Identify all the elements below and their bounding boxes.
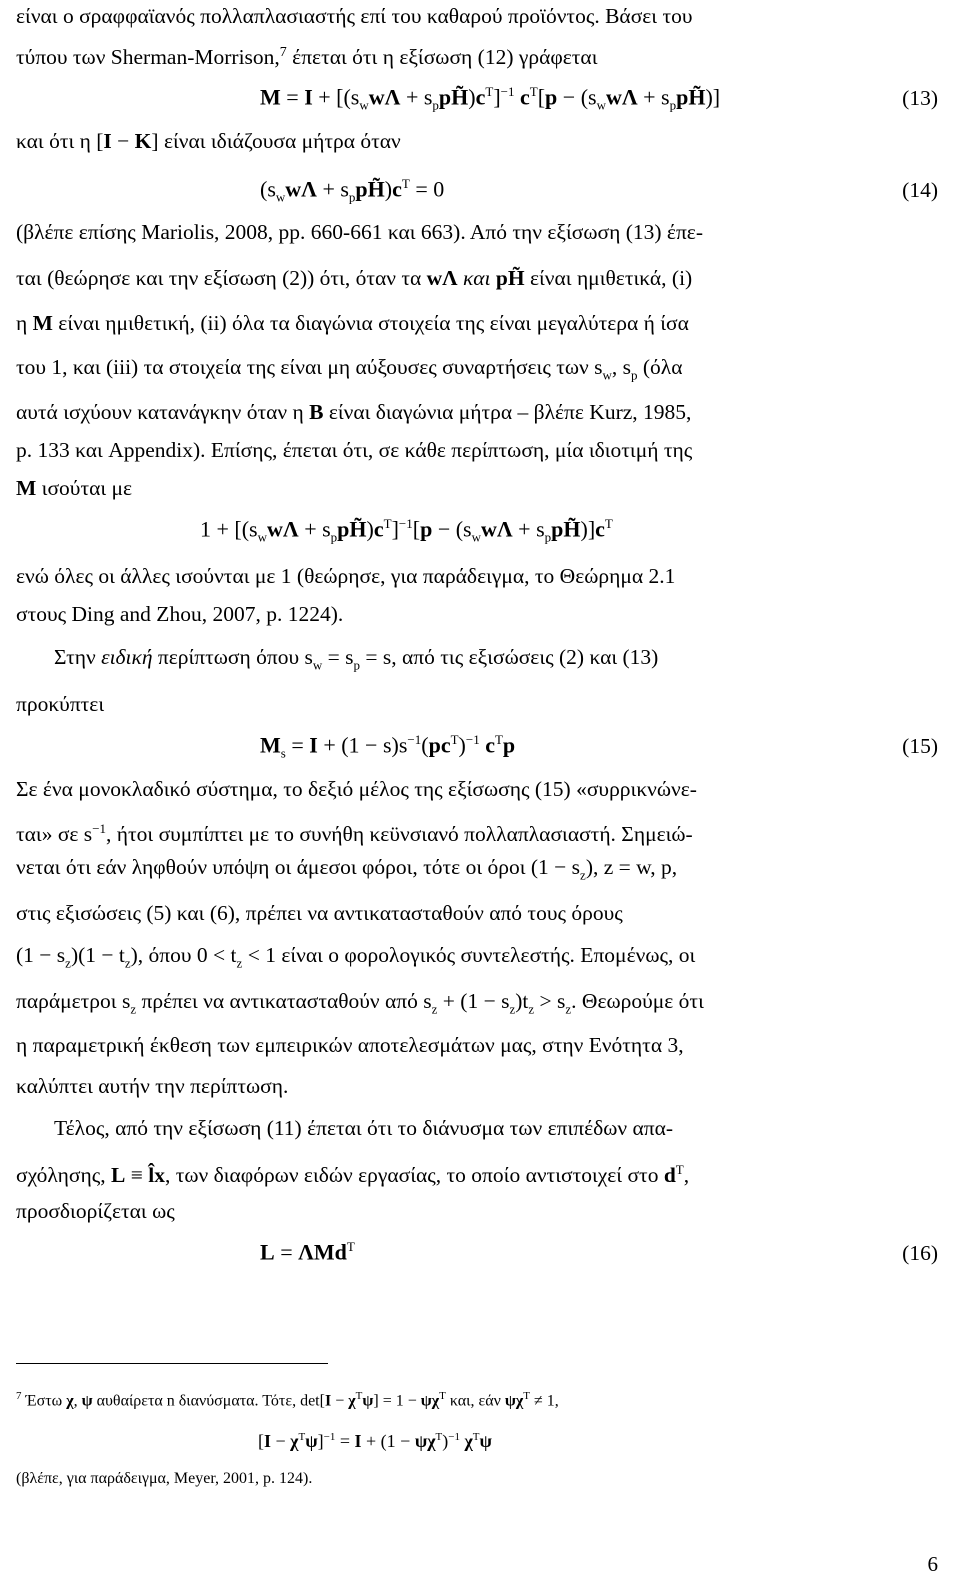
text-line: του 1, και (iii) τα στοιχεία της είναι μη αύξουσες συναρτήσεις των $s_w$, $s_p$ (όλα (16, 355, 683, 383)
text-line: προσδιορίζεται ως (16, 1199, 175, 1223)
footnote-line-3: (βλέπε, για παράδειγμα, Meyer, 2001, p. 124). (16, 1470, 313, 1487)
footnote-equation: $[I - \chi^T\psi]^{-1} = I + (1 - \psi\chi^T)^{-1}$ $\chi^T\psi$ (258, 1431, 492, 1451)
equation-15: $M_s = I + (1 - s)s^{-1}(pc^T)^{-1}$ $c^Tp$ (260, 732, 516, 761)
text-line: η παραμετρική έκθεση των εμπειρικών αποτελεσμάτων μας, στην Ενότητα 3, (16, 1033, 684, 1057)
footnote-rule (16, 1363, 328, 1364)
text-line: $(1 - s_z)(1 - t_z)$, όπου $0 < t_z < 1$ είναι ο φορολογικός συντελεστής. Επομένως, οι (16, 943, 696, 971)
text-line: (βλέπε επίσης Mariolis, 2008, pp. 660-661 και 663). Από την εξίσωση (13) έπε- (16, 220, 703, 244)
equation-number-13: (13) (902, 86, 938, 110)
text-line: ται» σε $s^{-1}$, ήτοι συμπίπτει με το συνήθη κεϋνσιανό πολλαπλασιαστή. Σημειώ- (16, 821, 693, 847)
text-line: νεται ότι εάν ληφθούν υπόψη οι άμεσοι φόροι, τότε οι όροι $(1 - s_z)$, z = w, p, (16, 855, 678, 883)
text-line: στις εξισώσεις (5) και (6), πρέπει να αντικατασταθούν από τους όρους (16, 901, 623, 925)
text-line: ενώ όλες οι άλλες ισούνται με 1 (θεώρησε, για παράδειγμα, το Θεώρημα 2.1 (16, 564, 676, 588)
text-line: η M είναι ημιθετική, (ii) όλα τα διαγώνια στοιχεία της είναι μεγαλύτερα ή ίσα (16, 311, 689, 335)
text-line: καλύπτει αυτήν την περίπτωση. (16, 1074, 289, 1098)
text-line: ται (θεώρησε και την εξίσωση (2)) ότι, όταν τα wΛ και pH̃ είναι ημιθετικά, (i) (16, 266, 693, 290)
text-line: αυτά ισχύουν κατανάγκην όταν η B είναι διαγώνια μήτρα – βλέπε Kurz, 1985, (16, 400, 692, 424)
eigenvalue-expression: $1 + [(s_ww\Lambda$ + $s_ppH̃)c^T]^{-1}[p - (s_ww\Lambda$ + $s_ppH̃)]c^T$ (200, 516, 613, 545)
text-line: προκύπτει (16, 692, 105, 716)
text-line: είναι ο σραφφαϊανός πολλαπλασιαστής επί του καθαρού προϊόντος. Βάσει του (16, 4, 693, 28)
page-number: 6 (927, 1552, 938, 1576)
equation-16: L = ΛMd$^T$ (260, 1239, 355, 1265)
text-line: στους Ding and Zhou, 2007, p. 1224). (16, 602, 344, 626)
text-line: και ότι η [I − K] είναι ιδιάζουσα μήτρα όταν (16, 129, 401, 153)
equation-number-15: (15) (902, 734, 938, 758)
text-line: Τέλος, από την εξίσωση (11) έπεται ότι το διάνυσμα των επιπέδων απα- (54, 1116, 674, 1140)
text-line: παράμετροι $s_z$ πρέπει να αντικατασταθούν από $s_z + (1 - s_z)t_z > s_z$. Θεωρούμε ότι (16, 989, 704, 1017)
equation-13: $M = I + [(s_ww\Lambda$ + $s_ppH̃)c^T]^{-1}$ $c^T[p - (s_ww\Lambda$ + $s_ppH̃$)] (260, 84, 721, 113)
text-line: Σε ένα μονοκλαδικό σύστημα, το δεξιό μέλος της εξίσωσης (15) «συρρικνώνε- (16, 777, 697, 801)
footnote-line-1: $^7$ Έστω χ, ψ αυθαίρετα n διανύσματα. Τότε, $\det[I - \chi^T\psi] = 1 - \psi\chi^T$ και, εάν $\psi\chi^T \ne 1$, (16, 1390, 559, 1410)
equation-number-16: (16) (902, 1241, 938, 1265)
text-line: τύπου των Sherman-Morrison,$^7$ έπεται ότι η εξίσωση (12) γράφεται (16, 45, 598, 70)
equation-14: ($s_ww\Lambda$ + $s_ppH̃)c^T = 0$ (260, 176, 445, 205)
equation-number-14: (14) (902, 178, 938, 202)
text-line: M ισούται με (16, 476, 133, 500)
text-line: σχόλησης, L ≡ l̂x, των διαφόρων ειδών εργασίας, το οποίο αντιστοιχεί στο $d^T$, (16, 1162, 690, 1188)
text-line: Στην ειδική περίπτωση όπου $s_w = s_p = s$, από τις εξισώσεις (2) και (13) (54, 645, 659, 673)
text-line: p. 133 και Appendix). Επίσης, έπεται ότι, σε κάθε περίπτωση, μία ιδιοτιμή της (16, 438, 693, 462)
